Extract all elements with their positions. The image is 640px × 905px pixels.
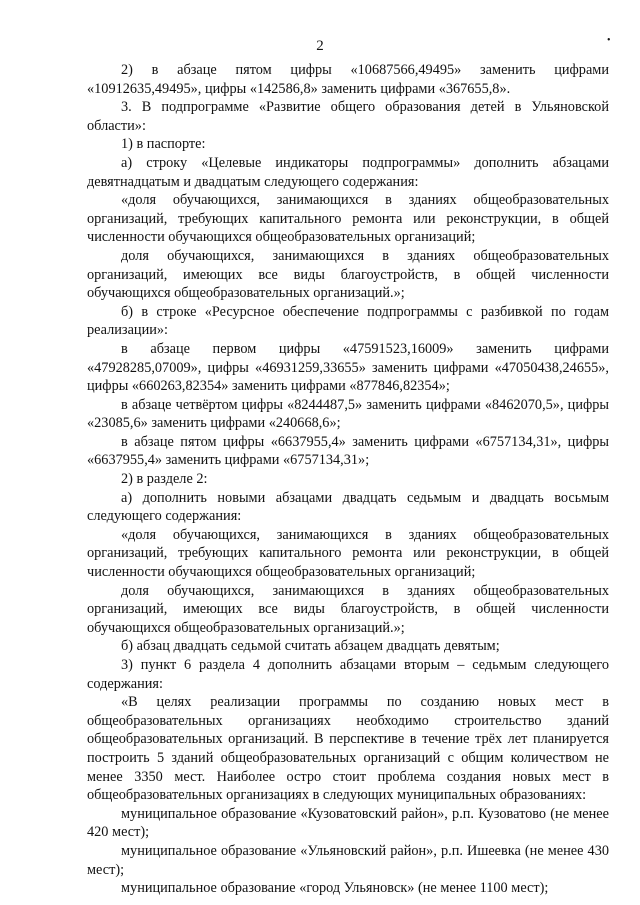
paragraph: 1) в паспорте:: [121, 136, 206, 153]
document-body: [87, 61, 609, 898]
paragraph: «доля обучающихся, занимающихся в зданиях общеобразовательных организаций, требующих капитального ремонта или реконструкции, в общей численности обучающихся общеобразовательных организаций;: [87, 526, 609, 581]
paragraph: муниципальное образование «город Ульяновск» (не менее 1100 мест);: [121, 880, 549, 897]
paragraph: «доля обучающихся, занимающихся в зданиях общеобразовательных организаций, требующих капитального ремонта или реконструкции, в общей численности обучающихся общеобразовательных организаций;: [87, 192, 609, 246]
paragraph: в абзаце четвёртом цифры «8244487,5» заменить цифрами «8462070,5», цифры «23085,6» заменить цифрами «240668,6»;: [87, 396, 609, 432]
paragraph: в абзаце пятом цифры «6637955,4» заменить цифрами «6757134,31», цифры «6637955,4» заменить цифрами «6757134,31»;: [87, 433, 609, 469]
paragraph: 3. В подпрограмме «Развитие общего образования детей в Ульяновской области»:: [87, 99, 609, 134]
paragraph: в абзаце первом цифры «47591523,16009» заменить цифрами «47928285,07009», цифры «46931259,33655» заменить цифрами «47050438,24655», цифры «660263,82354» заменить цифрами «877846,82354»;: [87, 340, 609, 395]
paragraph: а) дополнить новыми абзацами двадцать седьмым и двадцать восьмым следующего содержания:: [87, 489, 609, 525]
paragraph: доля обучающихся, занимающихся в зданиях общеобразовательных организаций, имеющих все виды благоустройств, в общей численности обучающихся общеобразовательных организаций.»;: [87, 582, 609, 636]
paragraph: 3) пункт 6 раздела 4 дополнить абзацами вторым – седьмым следующего содержания:: [87, 657, 609, 692]
paragraph: «В целях реализации программы по созданию новых мест в общеобразовательных организациях необходимо строительство зданий общеобразовательных организаций. В перспективе в течение трёх лет планируется построить 5 зданий общеобразовательных организаций с общим количеством не менее 3350 мест. Наиболее остро стоит проблема создания новых мест в общеобразовательных организациях в следующих муниципальных образованиях:: [87, 694, 609, 804]
paragraph: доля обучающихся, занимающихся в зданиях общеобразовательных организаций, имеющих все виды благоустройств, в общей численности обучающихся общеобразовательных организаций.»;: [87, 247, 609, 302]
paragraph: муниципальное образование «Кузоватовский район», р.п. Кузоватово (не менее 420 мест);: [87, 805, 609, 841]
paragraph: а) строку «Целевые индикаторы подпрограммы» дополнить абзацами девятнадцатым и двадцатым следующего содержания:: [87, 154, 609, 190]
page-number: 2: [316, 38, 324, 54]
paragraph: 2) в абзаце пятом цифры «10687566,49495» заменить цифрами «10912635,49495», цифры «142586,8» заменить цифрами «367655,8».: [87, 62, 609, 97]
paragraph: муниципальное образование «Ульяновский район», р.п. Ишеевка (не менее 430 мест);: [87, 842, 609, 878]
corner-mark: •: [607, 35, 611, 46]
paragraph: б) в строке «Ресурсное обеспечение подпрограммы с разбивкой по годам реализации»:: [87, 303, 609, 339]
paragraph: б) абзац двадцать седьмой считать абзацем двадцать девятым;: [121, 638, 500, 655]
paragraph: 2) в разделе 2:: [121, 471, 208, 488]
